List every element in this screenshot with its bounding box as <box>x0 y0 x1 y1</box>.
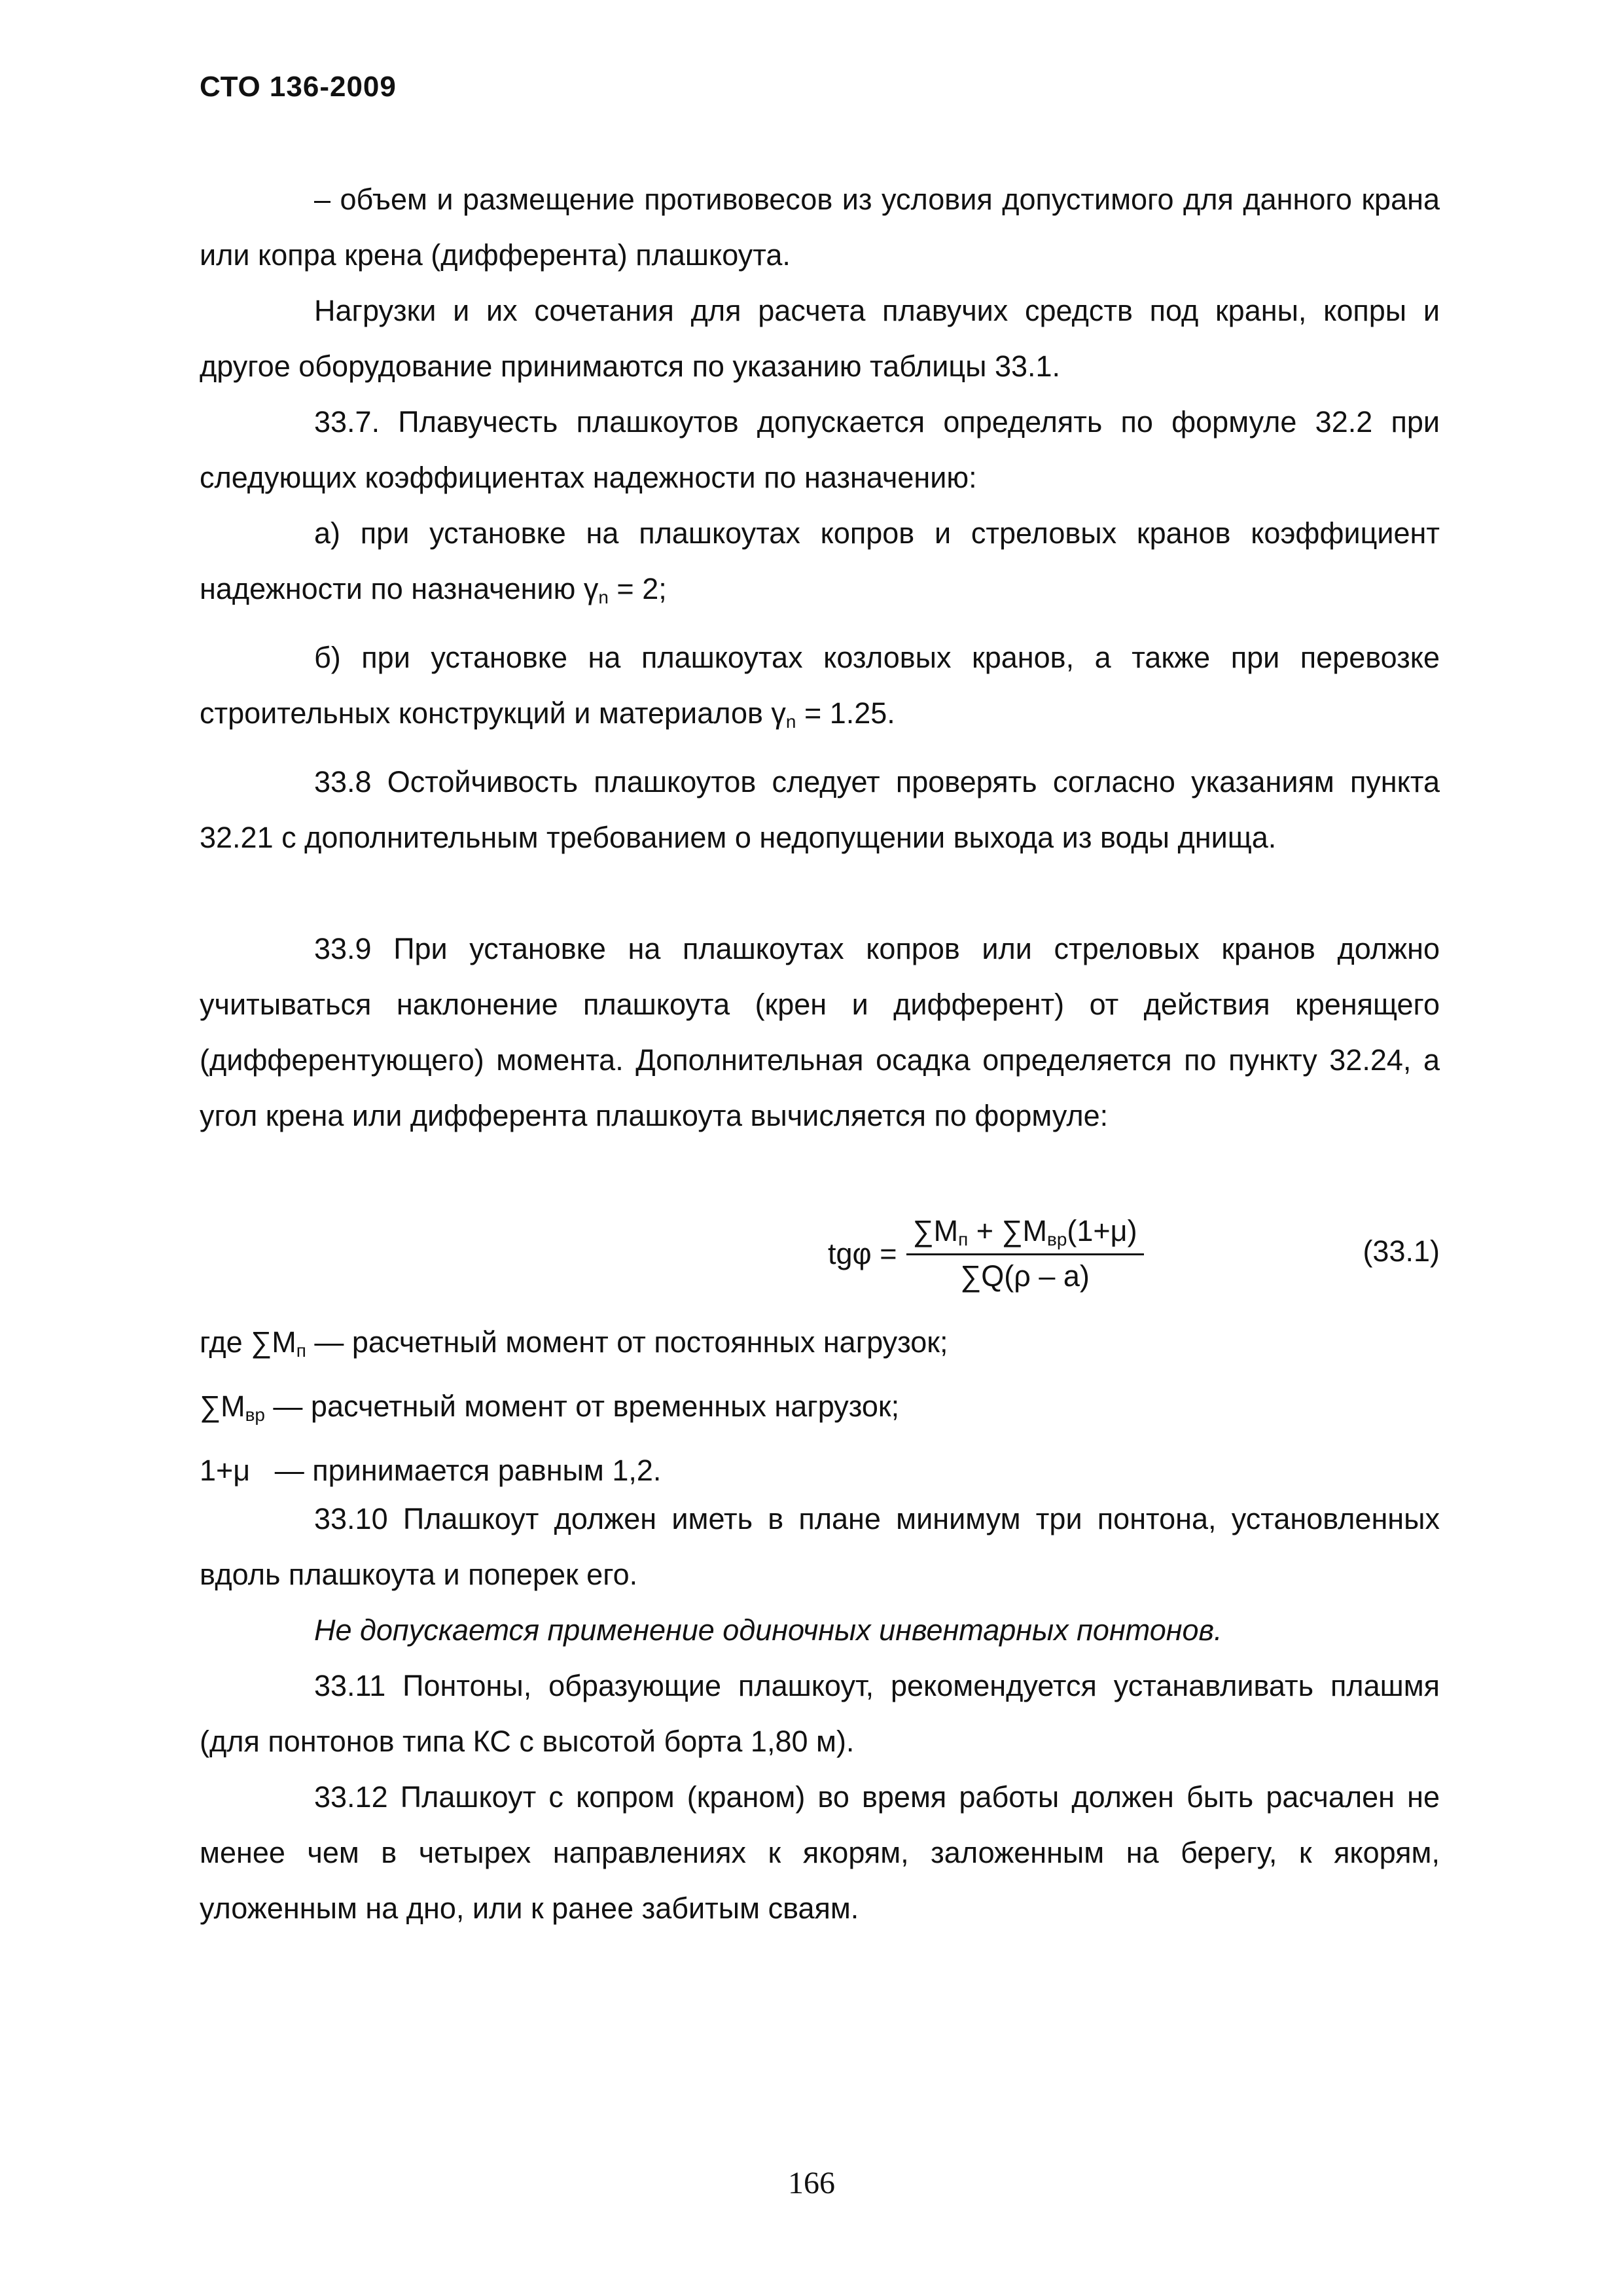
formula-lhs: tgφ = <box>828 1236 897 1270</box>
item-b-value: = 1.25. <box>796 696 895 730</box>
definition-subscript: вр <box>245 1404 265 1425</box>
definition-symbol: ∑M <box>200 1389 245 1423</box>
formula-denominator: ∑Q(ρ – a) <box>960 1259 1090 1293</box>
item-b-text: б) при установке на плашкоутах козловых кранов, а также при перевозке строительных конструкций и материалов <box>200 641 1440 730</box>
formula-33-1 <box>200 1210 1440 1298</box>
item-a-value: = 2; <box>608 572 667 605</box>
formula-definitions <box>200 1314 1440 1498</box>
paragraph-counterweights: – объем и размещение противовесов из условия допустимого для данного крана или копра крена (дифферента) плашкоута. <box>200 183 1440 272</box>
numerator-factor: (1+μ) <box>1067 1213 1137 1247</box>
document-code-header: СТО 136-2009 <box>200 71 397 103</box>
formula-body <box>828 1210 1144 1298</box>
paragraph-33-9: 33.9 При установке на плашкоутах копров или стреловых кранов должно учитываться наклонение плашкоута (крен и дифферент) от действия кренящего (дифферентующего) момента. Дополнительная осадка определяется по пункту 32.24, а угол крена или дифферента плашкоута вычисляется по формуле: <box>200 932 1440 1132</box>
numerator-sub-b: вр <box>1047 1229 1067 1249</box>
item-a-text: а) при установке на плашкоутах копров и стреловых кранов коэффициент надежности по назначению <box>200 516 1440 605</box>
paragraph-item-a <box>200 505 1440 625</box>
paragraph-33-12: 33.12 Плашкоут с копром (краном) во время работы должен быть расчален не менее чем в четырех направлениях к якорям, заложенным на берегу, к якорям, уложенным на дно, или к ранее забитым сваям. <box>200 1780 1440 1925</box>
paragraph-33-10: 33.10 Плашкоут должен иметь в плане минимум три понтона, установленных вдоль плашкоута и поперек его. <box>200 1502 1440 1591</box>
paragraph-33-8: 33.8 Остойчивость плашкоутов следует проверять согласно указаниям пункта 32.21 с дополнительным требованием о недопущении выхода из воды днища. <box>200 765 1440 854</box>
formula-number: (33.1) <box>1363 1234 1440 1268</box>
gamma-symbol: γ <box>583 572 599 605</box>
paragraph-loads: Нагрузки и их сочетания для расчета плавучих средств под краны, копры и другое оборудование принимаются по указанию таблицы 33.1. <box>200 294 1440 383</box>
definition-text: — принимается равным 1,2. <box>250 1453 662 1487</box>
gamma-subscript: n <box>598 586 609 607</box>
definition-symbol: 1+μ <box>200 1453 251 1487</box>
paragraph-item-b <box>200 630 1440 749</box>
definition-symbol: где ∑M <box>200 1325 296 1359</box>
numerator-term-b: + ∑M <box>968 1213 1048 1247</box>
gamma-symbol: γ <box>771 696 786 730</box>
formula-fraction <box>906 1214 1144 1294</box>
paragraph-33-7: 33.7. Плавучесть плашкоутов допускается определять по формуле 32.2 при следующих коэффициентах надежности по назначению: <box>200 405 1440 494</box>
definition-text: — расчетный момент от временных нагрузок; <box>264 1389 900 1423</box>
definition-row <box>200 1443 1440 1498</box>
numerator-sub-a: п <box>958 1229 969 1249</box>
definition-row <box>200 1314 1440 1378</box>
page-number: 166 <box>788 2166 835 2200</box>
definition-subscript: п <box>296 1340 306 1361</box>
paragraph-no-single-pontoons: Не допускается применение одиночных инвентарных понтонов. <box>314 1613 1222 1647</box>
definition-row <box>200 1378 1440 1443</box>
gamma-subscript: n <box>785 711 796 732</box>
numerator-term-a: ∑M <box>912 1213 959 1247</box>
paragraph-33-11: 33.11 Понтоны, образующие плашкоут, рекомендуется устанавливать плашмя (для понтонов типа КС с высотой борта 1,80 м). <box>200 1669 1440 1758</box>
definition-text: — расчетный момент от постоянных нагрузок; <box>306 1325 948 1359</box>
formula-numerator <box>906 1214 1144 1256</box>
